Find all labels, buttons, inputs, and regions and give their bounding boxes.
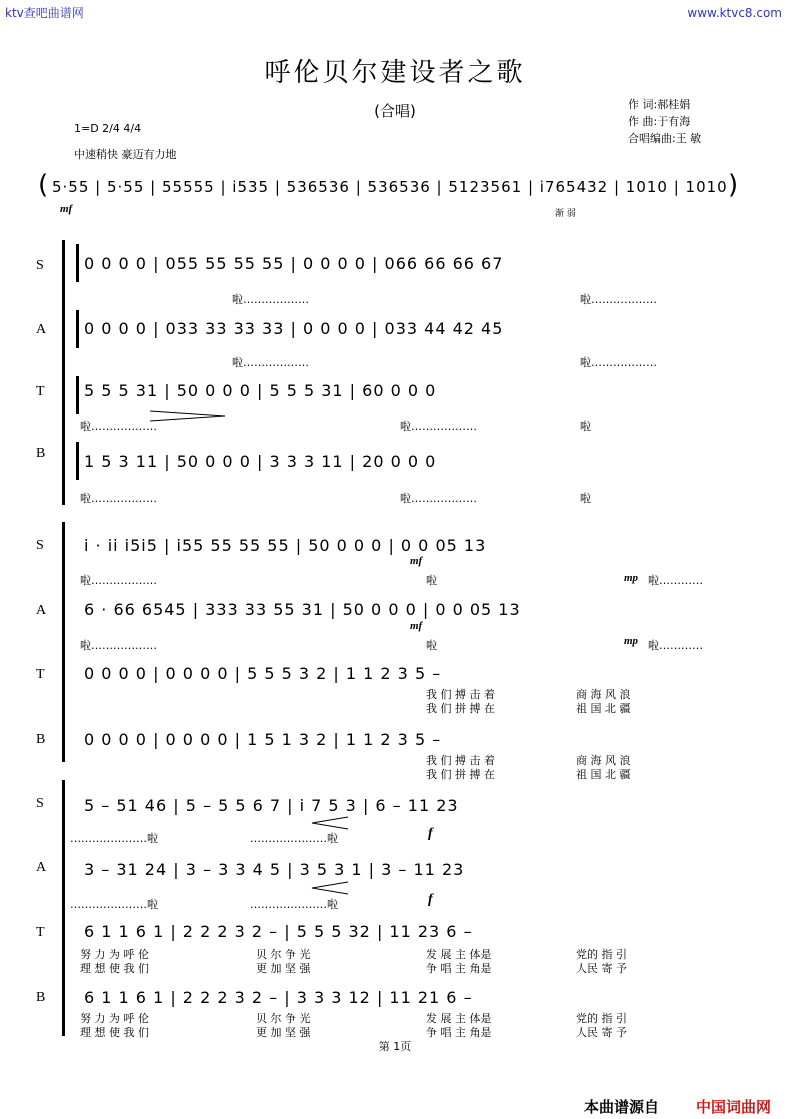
s3-tenor-lyric: 争 唱 主 角是 — [426, 962, 492, 975]
voice-label-a: A — [36, 860, 47, 875]
s2-alto-notes: 6 · 66 6545 | 333 33 55 31 | 50 0 0 0 | 0 0 05 13 — [84, 600, 521, 619]
system1-brace — [62, 240, 65, 505]
s1-tenor-notes: 5 5 5 31 | 50 0 0 0 | 5 5 5 31 | 60 0 0 0 — [84, 381, 437, 400]
s3-tenor-lyric: 贝 尔 争 光 — [256, 948, 311, 961]
s2-bass-lyric: 我 们 拼 搏 在 — [426, 768, 495, 781]
s1-alto-notes: 0 0 0 0 | 033 33 33 33 | 0 0 0 0 | 033 44 42 45 — [84, 319, 504, 338]
s2-bass-lyric: 祖 国 北 疆 — [576, 768, 631, 781]
s3-bass-notes: 6 1 1 6 1 | 2 2 2 3 2 – | 3 3 3 12 | 11 21 6 – — [84, 988, 473, 1007]
s3-alto-notes: 3 – 31 24 | 3 – 3 3 4 5 | 3 5 3 1 | 3 – 11 23 — [84, 860, 465, 879]
s2-alto-lyric: 啦 — [426, 639, 437, 652]
repeat-bar-a — [76, 310, 79, 348]
repeat-bar-t — [76, 376, 79, 414]
s1-bass-lyric: 啦 — [580, 492, 591, 505]
footer-site-name[interactable]: 中国词曲网 — [696, 1098, 772, 1116]
watermark-left: ktv查吧曲谱网 — [5, 6, 84, 20]
voice-label-a: A — [36, 322, 47, 337]
s3-tenor-lyric: 人民 寄 予 — [576, 962, 627, 975]
intro-decresc-note: 渐 弱 — [555, 209, 576, 219]
s3-bass-lyric: 发 展 主 体是 — [426, 1012, 492, 1025]
s2-tenor-lyric: 我 们 搏 击 着 — [426, 688, 495, 701]
s3-tenor-notes: 6 1 1 6 1 | 2 2 2 3 2 – | 5 5 5 32 | 11 23 6 – — [84, 922, 473, 941]
s3-tenor-lyric: 更 加 坚 强 — [256, 962, 311, 975]
s2-alto-dynamic: mp — [624, 635, 639, 647]
credit-arranger: 合唱编曲:王 敏 — [628, 132, 702, 145]
s1-soprano-notes: 0 0 0 0 | 055 55 55 55 | 0 0 0 0 | 066 66 66 67 — [84, 254, 504, 273]
tempo-marking: 中速稍快 豪迈有力地 — [74, 148, 177, 161]
s2-alto-dynamic: mf — [410, 620, 423, 632]
s1-bass-lyric: 啦……………… — [400, 492, 477, 505]
song-subtitle: (合唱) — [374, 102, 416, 120]
s3-soprano-dynamic: f — [428, 826, 433, 841]
s2-tenor-lyric: 我 们 拼 搏 在 — [426, 702, 495, 715]
s2-soprano-dynamic: mp — [624, 572, 639, 584]
s3-alto-crescendo — [310, 880, 350, 896]
intro-close-paren: ) — [728, 170, 739, 200]
voice-label-t: T — [36, 667, 45, 682]
s2-alto-lyric: 啦………… — [648, 639, 703, 652]
s3-alto-lyric: …………………啦 — [70, 898, 158, 911]
credit-lyricist: 作 词:郝桂娟 — [628, 98, 691, 111]
s2-soprano-notes: i · ii i5i5 | i55 55 55 55 | 50 0 0 0 | 0 0 05 13 — [84, 536, 487, 555]
s2-bass-notes: 0 0 0 0 | 0 0 0 0 | 1 5 1 3 2 | 1 1 2 3 5 – — [84, 730, 442, 749]
s2-soprano-dynamic: mf — [410, 555, 423, 567]
intro-open-paren: ( — [38, 170, 49, 200]
voice-label-s: S — [36, 258, 44, 273]
s3-soprano-lyric: …………………啦 — [250, 832, 338, 845]
voice-label-b: B — [36, 732, 46, 747]
s3-alto-dynamic: f — [428, 892, 433, 907]
s2-tenor-notes: 0 0 0 0 | 0 0 0 0 | 5 5 5 3 2 | 1 1 2 3 5 – — [84, 664, 442, 683]
s2-soprano-lyric: 啦……………… — [80, 574, 157, 587]
s1-tenor-lyric: 啦……………… — [80, 420, 157, 433]
s3-tenor-lyric: 发 展 主 体是 — [426, 948, 492, 961]
intro-dynamic: mf — [60, 203, 73, 215]
credit-composer: 作 曲:于有海 — [628, 115, 691, 128]
s1-alto-lyric: 啦……………… — [232, 356, 309, 369]
s2-bass-lyric: 我 们 搏 击 着 — [426, 754, 495, 767]
voice-label-b: B — [36, 990, 46, 1005]
s1-soprano-lyric: 啦……………… — [232, 293, 309, 306]
s3-alto-lyric: …………………啦 — [250, 898, 338, 911]
system3-brace — [62, 780, 65, 1036]
s1-bass-lyric: 啦……………… — [80, 492, 157, 505]
s3-bass-lyric: 党的 指 引 — [576, 1012, 627, 1025]
s1-alto-lyric: 啦……………… — [580, 356, 657, 369]
key-signature: 1=D 2/4 4/4 — [74, 122, 142, 135]
s3-soprano-lyric: …………………啦 — [70, 832, 158, 845]
s3-soprano-notes: 5 – 51 46 | 5 – 5 5 6 7 | i 7 5 3 | 6 – 11 23 — [84, 796, 459, 815]
s1-decrescendo-hairpin — [150, 408, 230, 424]
s3-bass-lyric: 努 力 为 呼 伦 — [80, 1012, 149, 1025]
s3-tenor-lyric: 努 力 为 呼 伦 — [80, 948, 149, 961]
voice-label-t: T — [36, 384, 45, 399]
repeat-bar-b — [76, 442, 79, 480]
page-number: 第 1页 — [378, 1040, 412, 1053]
s1-bass-notes: 1 5 3 11 | 50 0 0 0 | 3 3 3 11 | 20 0 0 0 — [84, 452, 437, 471]
intro-notes: 5·55 | 5·55 | 55555 | i535 | 536536 | 536536 | 5123561 | i765432 | 1010 | 1010 — [52, 178, 728, 196]
s3-bass-lyric: 争 唱 主 角是 — [426, 1026, 492, 1039]
s3-soprano-crescendo — [310, 815, 350, 831]
watermark-right: www.ktvc8.com — [687, 6, 782, 20]
s2-soprano-lyric: 啦………… — [648, 574, 703, 587]
s3-bass-lyric: 更 加 坚 强 — [256, 1026, 311, 1039]
s1-soprano-lyric: 啦……………… — [580, 293, 657, 306]
voice-label-s: S — [36, 538, 44, 553]
system2-brace — [62, 522, 65, 762]
voice-label-s: S — [36, 796, 44, 811]
s3-bass-lyric: 贝 尔 争 光 — [256, 1012, 311, 1025]
s2-soprano-lyric: 啦 — [426, 574, 437, 587]
s1-tenor-lyric: 啦 — [580, 420, 591, 433]
voice-label-b: B — [36, 446, 46, 461]
footer-source-text: 本曲谱源自 — [584, 1098, 660, 1116]
song-title: 呼伦贝尔建设者之歌 — [264, 58, 526, 88]
voice-label-t: T — [36, 925, 45, 940]
s3-tenor-lyric: 理 想 使 我 们 — [80, 962, 149, 975]
s1-tenor-lyric: 啦……………… — [400, 420, 477, 433]
s3-bass-lyric: 理 想 使 我 们 — [80, 1026, 149, 1039]
s3-bass-lyric: 人民 寄 予 — [576, 1026, 627, 1039]
s2-alto-lyric: 啦……………… — [80, 639, 157, 652]
s2-bass-lyric: 商 海 风 浪 — [576, 754, 631, 767]
s3-tenor-lyric: 党的 指 引 — [576, 948, 627, 961]
repeat-bar-s — [76, 244, 79, 282]
voice-label-a: A — [36, 603, 47, 618]
s2-tenor-lyric: 商 海 风 浪 — [576, 688, 631, 701]
s2-tenor-lyric: 祖 国 北 疆 — [576, 702, 631, 715]
